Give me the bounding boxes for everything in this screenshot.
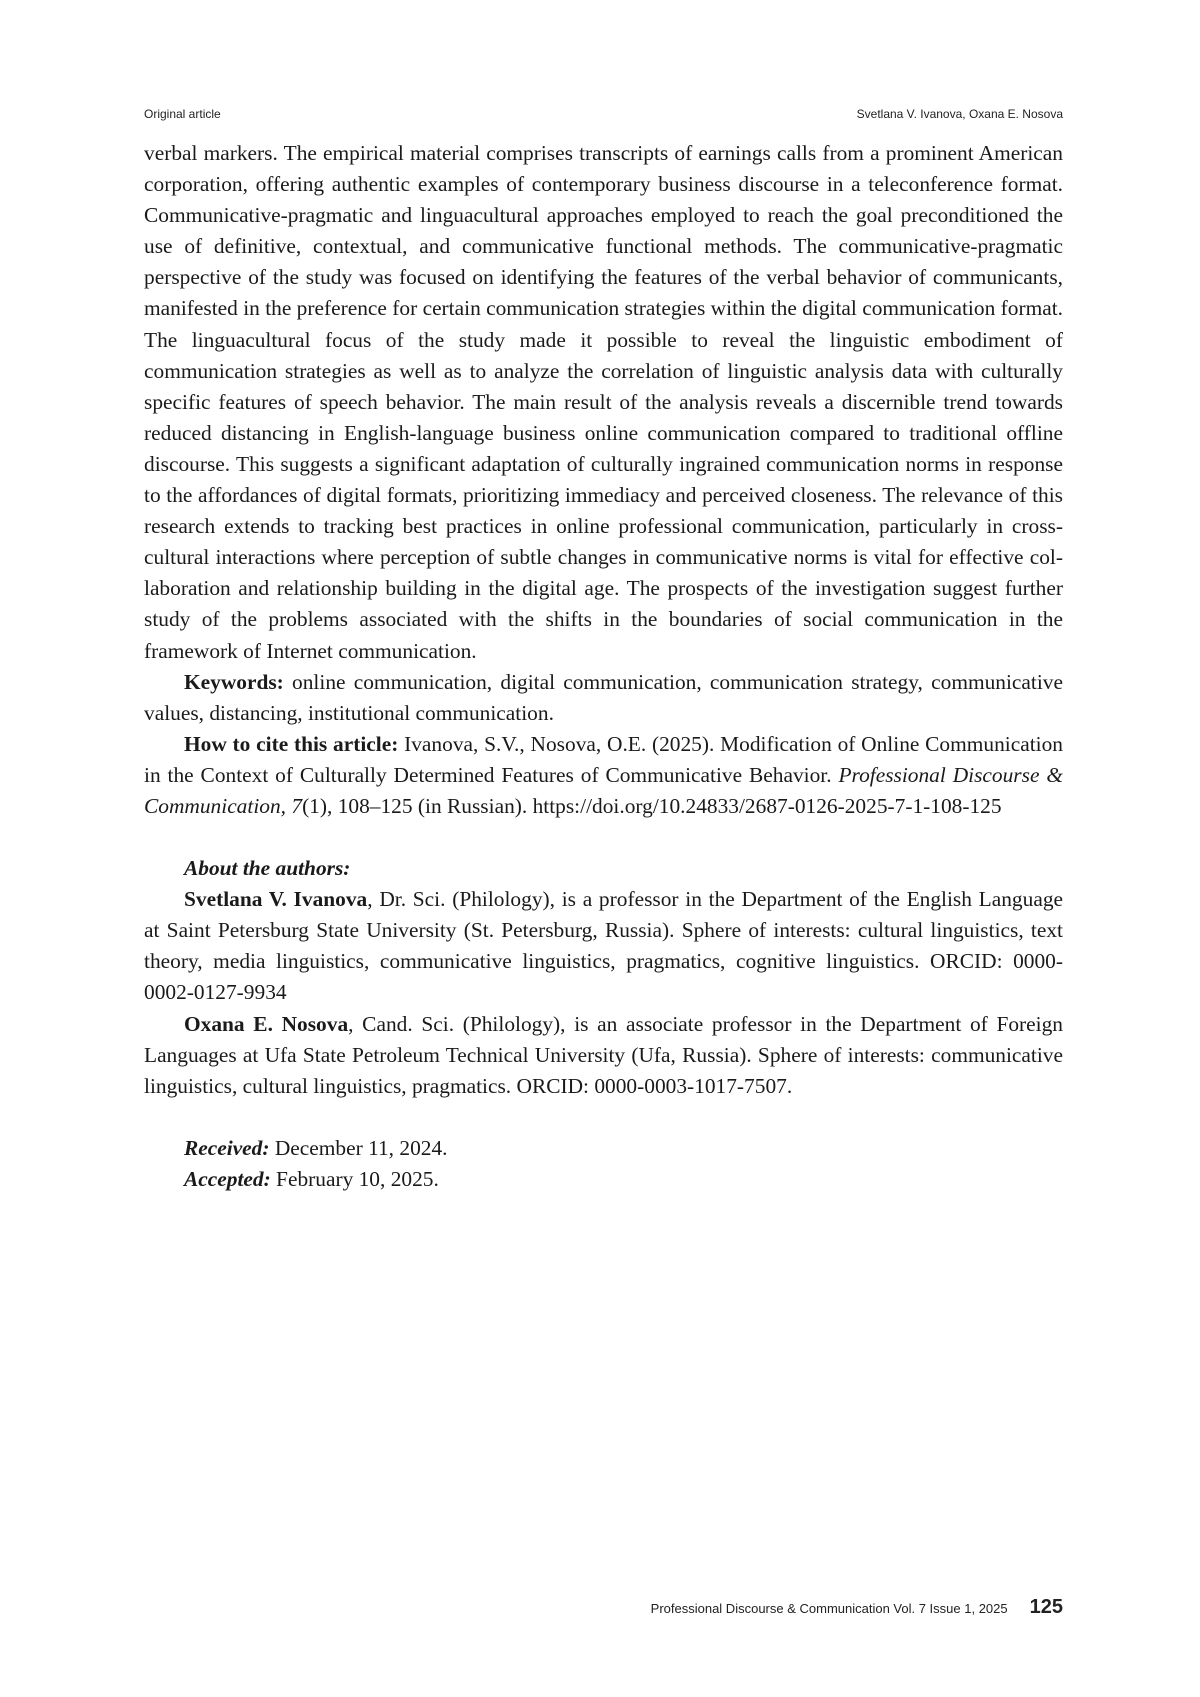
citation-text: Ivanova, S.V., Nosova, O.E. (2025). Modification of Online Communication in the Context of Culturally Determined Features of Communicative Behavior. xyxy=(144,731,1063,787)
about-authors-heading xyxy=(144,853,1063,884)
citation-label: How to cite this article: xyxy=(184,731,399,756)
citation-journal: Professional Discourse & Communication, 7 xyxy=(144,762,1063,818)
citation-paragraph xyxy=(144,729,1063,822)
authors-running-head: Svetlana V. Ivanova, Oxana E. Nosova xyxy=(856,107,1063,121)
accepted-label: Accepted: xyxy=(184,1166,271,1191)
running-head xyxy=(144,107,1063,121)
received-label: Received: xyxy=(184,1135,270,1160)
author-name: Oxana E. Nosova xyxy=(184,1011,349,1036)
page-number: 125 xyxy=(1029,1596,1063,1618)
keywords-label: Keywords: xyxy=(184,669,284,694)
journal-issue-info: Professional Discourse & Communication Vol. 7 Issue 1, 2025 xyxy=(650,1601,1008,1616)
author-bio-text: , Dr. Sci. (Philology), is a professor in the Department of the English Language at Saint Petersburg State University (St. Petersburg, Russia). Sphere of interests: cultural linguistics, text theory, media linguistics, communicative linguistics, pragmatics, cognitive linguistics. ORCID: 0000-0002-0127-9934 xyxy=(144,887,1064,1005)
author-bio-text: , Cand. Sci. (Philology), is an associate professor in the Department of Foreign Languages at Ufa State Petroleum Technical University (Ufa, Russia). Sphere of interests: communicative linguistics, cultural linguistics, pragmatics. ORCID: 0000-0003-1017-7507. xyxy=(144,1011,1063,1098)
about-authors-heading-text: About the authors: xyxy=(184,856,351,881)
received-date xyxy=(144,1133,1063,1164)
page-footer xyxy=(651,1596,1063,1619)
received-value: December 11, 2024. xyxy=(269,1135,448,1160)
article-body xyxy=(144,138,1063,1195)
citation-doi: (1), 108–125 (in Russian). https://doi.org/10.24833/2687-0126-2025-7-1-108-125 xyxy=(302,793,1002,818)
accepted-date xyxy=(144,1164,1063,1195)
author-bio xyxy=(144,1009,1063,1102)
author-name: Svetlana V. Ivanova xyxy=(184,887,368,912)
article-type-label: Original article xyxy=(144,107,221,121)
abstract-continuation: verbal markers. The empirical material comprises transcripts of earnings calls from a prominent American corporation, offering authentic examples of contemporary business discourse in a teleconference format. Communicative-pragmatic and linguacultural approaches employed to reach the goal preconditioned the use of definitive, contextual, and communicative functional methods. The communicative-pragmatic perspective of the study was focused on identifying the features of the verbal behavior of communicants, manifested in the preference for certain communication strategies within the digital communication format. The linguacultural focus of the study made it possible to reveal the linguistic embodiment of communication strategies as well as to analyze the correlation of linguistic analysis data with culturally specific features of speech behavior. The main result of the analysis reveals a discernible trend towards reduced distancing in English-language business online communication compared to traditional offline discourse. This suggests a significant adaptation of culturally ingrained communication norms in response to the affordances of digital formats, prioritizing immediacy and perceived closeness. The relevance of this research extends to tracking best practices in online professional communication, particularly in cross-cultural interactions where perception of subtle changes in communicative norms is vital for effective collaboration and relationship building in the digital age. The prospects of the investigation suggest further study of the problems associated with the shifts in the boundaries of social communication in the framework of Internet communication. xyxy=(144,141,1063,663)
author-bio xyxy=(144,884,1063,1008)
keywords-paragraph xyxy=(144,667,1063,729)
accepted-value: February 10, 2025. xyxy=(270,1166,439,1191)
keywords-text: online communication, digital communication, communication strategy, communicative values, distancing, institutional communication. xyxy=(144,669,1063,725)
